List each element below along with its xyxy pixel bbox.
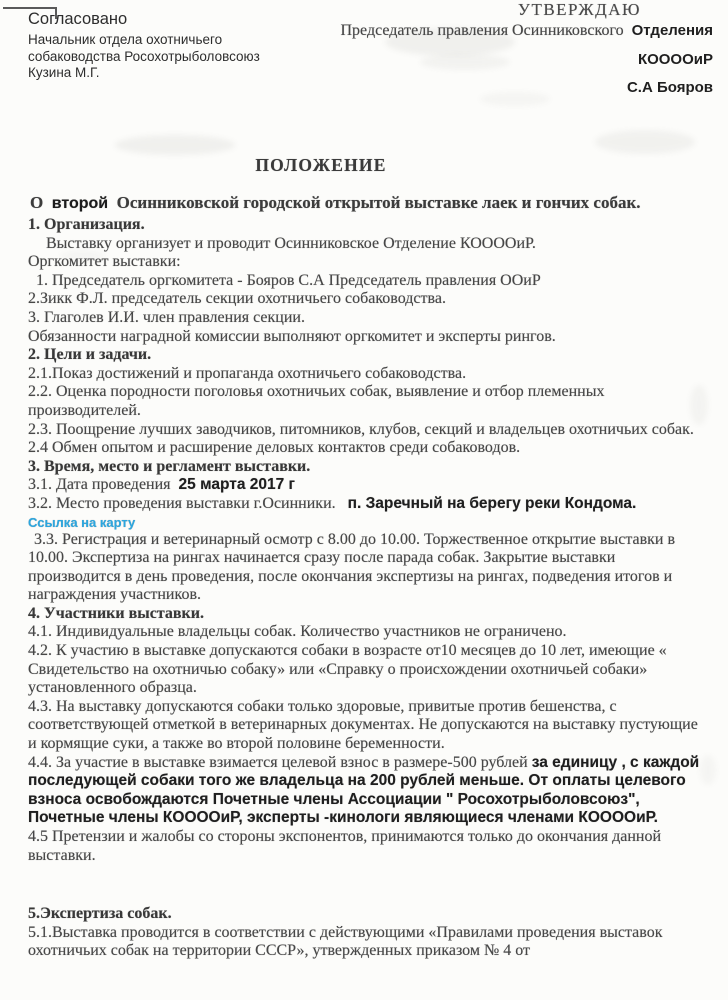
section-4-heading: 4. Участники выставки.	[28, 604, 204, 622]
paragraph-4-2: 4.2. К участию в выставке допускаются собаки в возрасте от10 месяцев до 10 лет, имеющие « Свидетельство на охотничью собаку» или «Справку о происхождении охотничьей собаки» установленного образца.	[28, 642, 667, 697]
subtitle-serif-start: О	[30, 193, 44, 212]
paragraph-1-3: 1. Председатель оргкомитета - Бояров С.А Председатель правления ООиР	[36, 271, 541, 289]
document-body	[28, 216, 704, 961]
approval-left-line: Кузина М.Г.	[28, 65, 100, 80]
paragraph-2-4: 2.4 Обмен опытом и расширение деловых контактов среди собаководов.	[28, 439, 521, 457]
approval-right-position-sans: Отделения	[631, 22, 713, 39]
paragraph-1-6: Обязанности наградной комиссии выполняют оргкомитет и эксперты рингов.	[28, 327, 556, 345]
paragraph-4-4-serif: 4.4. За участие в выставке взимается целевой взнос в размере-500 рублей	[28, 753, 528, 771]
paragraph-4-3: 4.3. На выставку допускаются собаки только здоровые, привитые против бешенства, с соответствующей отметкой в ветеринарных документах. Не допускаются на выставку пустующие и кормящие суки, а также во второй половине беременности.	[28, 697, 698, 753]
paragraph-4-4	[28, 754, 704, 828]
approval-right-position	[341, 22, 714, 40]
approval-right-title: УТВЕРЖДАЮ	[517, 0, 641, 19]
approval-right-name: С.А Бояров	[626, 79, 713, 96]
paragraph-5-1: 5.1.Выставка проводится в соответствии с действующими «Правилами проведения выставок охотничьих собак на территории СССР», утвержденных приказом № 4 от	[28, 923, 663, 960]
date-insert: 25 марта 2017 г	[178, 476, 295, 494]
paragraph-2-1: 2.1.Показ достижений и пропаганда охотничьего собаководства.	[28, 364, 467, 382]
paragraph-4-1: 4.1. Индивидуальные владельцы собак. Количество участников не ограничено.	[28, 623, 567, 641]
approval-right-org: КООООиР	[637, 51, 713, 68]
paragraph-2-3: 2.3. Поощрение лучших заводчиков, питомников, клубов, секций и владельцев охотничьих собак.	[28, 420, 694, 438]
approval-left-block	[28, 9, 260, 82]
paragraph-3-2-serif: 3.2. Место проведения выставки г.Осинники.	[28, 494, 336, 512]
document-title: ПОЛОЖЕНИЕ	[255, 155, 387, 175]
paragraph-1-5: 3. Глаголев И.И. член правления секции.	[28, 308, 305, 326]
paragraph-1-2: Оргкомитет выставки:	[28, 253, 181, 271]
paragraph-1-1: Выставку организует и проводит Осинниковское Отделение КООООиР.	[46, 234, 536, 252]
section-2-heading: 2. Цели и задачи.	[28, 346, 152, 364]
subtitle-serif-end: Осинниковской городской открытой выставке лаек и гончих собак.	[116, 193, 641, 212]
scan-smudge	[595, 130, 695, 154]
approval-right-block	[341, 0, 714, 96]
approval-right-position-serif: Председатель правления Осинниковского	[340, 22, 624, 39]
paragraph-3-3: 3.3. Регистрация и ветеринарный осмотр с 8.00 до 10.00. Торжественное открытие выставки в 10.00. Экспертиза на рингах начинается сразу после парада собак. Закрытие выставки производится в день проведения, после окончания экспертизы на рингах, подведения итогов и награждения участников.	[28, 530, 676, 604]
scan-smudge	[115, 135, 235, 155]
paragraph-2-2: 2.2. Оценка породности поголовья охотничьих собак, выявление и отбор племенных производителей.	[28, 383, 605, 419]
paragraph-3-1	[28, 476, 704, 495]
paragraph-1-4: 2.Зикк Ф.Л. председатель секции охотничьего собаководства.	[28, 290, 446, 308]
map-link[interactable]: Ссылка на карту	[28, 514, 136, 530]
paragraph-4-5: 4.5 Претензии и жалобы со стороны экспонентов, принимаются только до окончания данной выставки.	[28, 828, 662, 864]
section-3-heading: 3. Время, место и регламент выставки.	[28, 457, 311, 475]
fee-insert: за единицу , с каждой последующей собаки того же владельца на 200 рублей меньше. От оплаты целевого взноса освобождаются Почетные члены Ассоциации " Росохотрыболовсоюз", Почетные члены КООООиР, эксперты -кинологи являющиеся членами КООООиР.	[28, 753, 700, 827]
document-subtitle	[30, 193, 708, 213]
subtitle-sans-insert: второй	[51, 195, 109, 212]
place-insert: п. Заречный на берегу реки Кондома.	[347, 494, 637, 512]
approval-left-line: собаководства Росохотрыболовсоюз	[28, 48, 260, 64]
section-5-heading: 5.Экспертиза собак.	[28, 905, 172, 923]
paragraph-3-2	[28, 495, 704, 514]
approval-left-title: Согласовано	[28, 10, 128, 28]
paragraph-3-1-serif: 3.1. Дата проведения	[28, 476, 171, 494]
approval-left-line: Начальник отдела охотничьего	[28, 32, 223, 47]
section-1-heading: 1. Организация.	[28, 216, 145, 233]
